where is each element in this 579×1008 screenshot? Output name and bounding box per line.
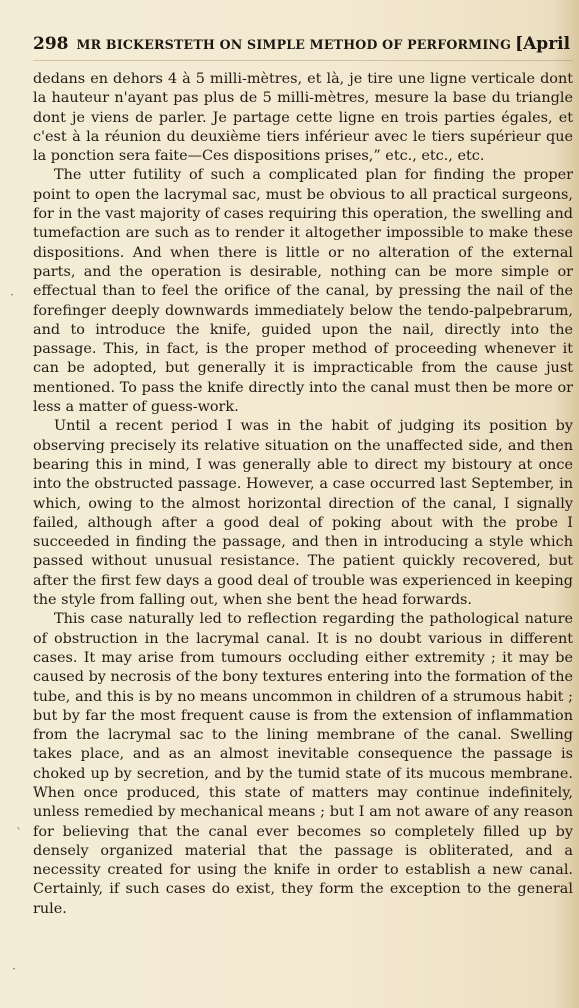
paragraph-2: The utter futility of such a complicated plan for finding the proper point to open the lacrymal sac, must be obvious to all practical surgeons, for in the vast majority of cases requiring this operation, the swelling and tumefaction are such as to render it altogether impossible to make these dispositions. And when there is little or no alteration of the external parts, and the operation is desirable, nothing can be more simple or effectual than to feel the orifice of the canal, by pressing the nail of the forefinger deeply downwards immediately below the tendo-palpebrarum, and to introduce the knife, guided upon the nail, directly into the passage. This, in fact, is the proper method of proceeding whenever it can be adopted, but generally it is impracticable from the cause just mentioned. To pass the knife directly into the canal must then be more or less a matter of guess-work. xyxy=(33,167,573,416)
page-number: 298 xyxy=(33,34,69,54)
header-rule xyxy=(33,60,573,61)
running-title: MR BICKERSTETH ON SIMPLE METHOD OF PERFORMING xyxy=(76,37,512,52)
paragraph-1: dedans en dehors 4 à 5 milli-mètres, et là, je tire une ligne verticale dont la hauteur n'ayant pas plus de 5 milli-mètres, mesure la base du triangle dont je viens de parler. Je partage cette ligne en trois parties égales, et c'est à la réunion du deuxième tiers inférieur avec le tiers supérieur que la ponction sera faite—Ces dispositions prises,” etc., etc., etc. xyxy=(33,71,573,165)
running-month: [April xyxy=(515,34,571,54)
margin-speck: · xyxy=(10,288,14,302)
paragraph-3: Until a recent period I was in the habit of judging its position by observing precisely its relative situation on the unaffected side, and then bearing this in mind, I was generally able to direct my bistoury at once into the obstructed passage. However, a case occurred last September, in which, owing to the almost horizontal direction of the canal, I signally failed, although after a good deal of poking about with the probe I succeeded in finding the passage, and then in introducing a style which passed without unusual resistance. The patient quickly recovered, but after the first few days a good deal of trouble was experienced in keeping the style from falling out, when she bent the head forwards. xyxy=(33,418,573,609)
margin-speck: · xyxy=(12,962,16,976)
running-head xyxy=(33,34,573,56)
paragraph-4: This case naturally led to reflection regarding the pathological nature of obstruction in the lacrymal canal. It is no doubt various in different cases. It may arise from tumours occluding either extremity ; it may be caused by necrosis of the bony textures entering into the formation of the tube, and this is by no means uncommon in children of a strumous habit ; but by far the most frequent cause is from the extension of inflammation from the lacrymal sac to the lining membrane of the canal. Swelling takes place, and as an almost inevitable consequence the passage is choked up by secretion, and by the tumid state of its mucous membrane. When once produced, this state of matters may continue indefinitely, unless remedied by mechanical means ; but I am not aware of any reason for believing that the canal ever becomes so completely filled up by densely organized material that the passage is obliterated, and a necessity created for using the knife in order to establish a new canal. Certainly, if such cases do exist, they form the exception to the general rule. xyxy=(33,611,573,917)
margin-speck: ˋ xyxy=(16,826,22,840)
body-text xyxy=(33,70,573,919)
